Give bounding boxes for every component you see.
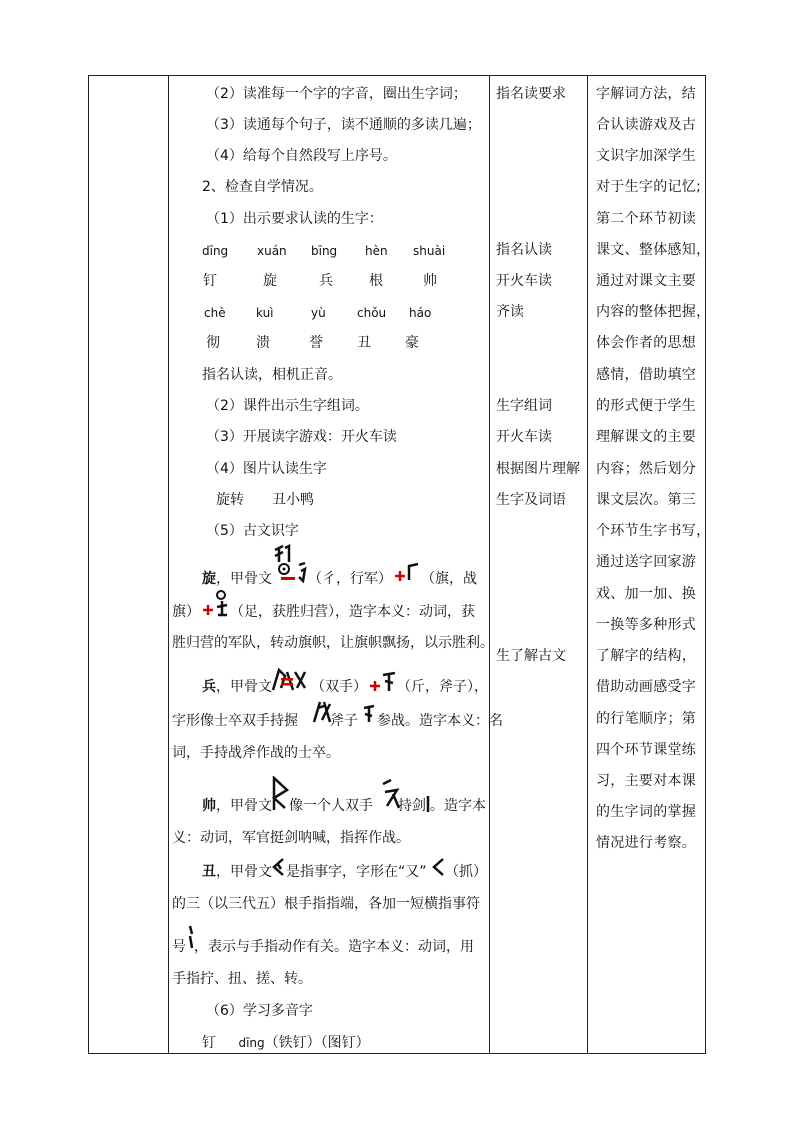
text: 胜归营的军队，转动旗帜，让旗帜飘扬，以示胜利。 xyxy=(172,635,494,651)
text: 像一个人双手 xyxy=(289,798,373,814)
note-line: 对于生字的记忆; xyxy=(596,179,702,195)
text: 。造字本 xyxy=(430,798,486,814)
pinyin: shuài xyxy=(413,244,446,258)
new-character: 旋 xyxy=(263,273,277,289)
oracle-bone-glyph-icon xyxy=(297,561,307,583)
text: （双手） xyxy=(311,679,367,695)
oracle-bone-glyph-icon xyxy=(271,776,289,812)
pinyin: chǒu xyxy=(357,306,387,320)
new-character: 丑 xyxy=(357,335,371,351)
note-line: 字解词方法，结 xyxy=(596,86,697,102)
text: 参战。造字本义：名 xyxy=(377,713,503,729)
oracle-bone-glyph-icon xyxy=(271,666,311,692)
xuan-line-1 xyxy=(202,569,272,589)
text: 斧子 xyxy=(330,713,358,729)
step-line: （4）图片认读生字 xyxy=(206,461,327,477)
text: （图钉） xyxy=(320,1035,370,1051)
oracle-bone-glyph-icon xyxy=(215,589,229,619)
activity-item: 指名认读 xyxy=(496,242,552,258)
picture-word: 旋转 xyxy=(216,492,244,508)
oracle-bone-glyph-icon xyxy=(381,671,397,693)
note-line: 课文层次。第三 xyxy=(596,492,697,508)
text: （足，获胜归营），造字本义：动词，获 xyxy=(230,604,475,620)
chou-line-1 xyxy=(202,862,272,882)
text: ，甲骨文 xyxy=(216,571,272,587)
note-line: 文识字加深学生 xyxy=(596,148,697,164)
key-character: 兵 xyxy=(202,679,216,695)
note-line: 四个环节课堂练 xyxy=(596,742,697,758)
step-line: （3）开展读字游戏：开火车读 xyxy=(206,429,397,445)
section-title: （5）古文识字 xyxy=(206,523,299,539)
activity-item: 齐读 xyxy=(496,304,524,320)
text: ，表示与手指动作有关。造字本义：动词，用 xyxy=(194,939,474,955)
new-character: 溃 xyxy=(256,335,270,351)
activity-item: 生字组词 xyxy=(496,398,552,414)
text: ，甲骨文 xyxy=(216,679,272,695)
pinyin: xuán xyxy=(257,244,287,258)
note-line: 通过对课文主要 xyxy=(596,273,697,289)
step-line: （3）读通每个句子，读不通顺的多读几遍； xyxy=(206,117,481,133)
text: 词，手持战斧作战的士卒。 xyxy=(172,745,340,761)
picture-word: 丑小鸭 xyxy=(272,492,314,508)
step-line: 2、检查自学情况。 xyxy=(202,179,323,195)
new-character: 豪 xyxy=(405,335,419,351)
design-notes-cell xyxy=(588,76,711,1053)
note-line: 通过送字回家游 xyxy=(596,554,697,570)
lesson-plan-table xyxy=(88,75,711,1054)
step-line: （2）课件出示生字组词。 xyxy=(206,398,369,414)
note-line: 的形式便于学生 xyxy=(596,398,697,414)
text: （旗，战 xyxy=(421,571,477,587)
text: 字形像士卒双手持握 xyxy=(172,713,298,729)
text: ，甲骨文 xyxy=(216,798,272,814)
polyphone-line xyxy=(202,1033,370,1053)
key-character: 帅 xyxy=(202,798,216,814)
pinyin: dīng xyxy=(202,244,229,258)
activity-item: 生了解古文 xyxy=(496,648,566,664)
step-line: （2）读准每一个字的字音，圈出生字词； xyxy=(206,86,467,102)
key-character: 丑 xyxy=(202,864,216,880)
activity-item: 生字及词语 xyxy=(496,492,566,508)
text: 旗） xyxy=(172,604,200,620)
note-line: 习，主要对本课 xyxy=(596,773,697,789)
new-character: 帅 xyxy=(423,273,437,289)
note-line: 的行笔顺序；第 xyxy=(596,711,697,727)
note-line: 借助动画感受字 xyxy=(596,679,697,695)
stage-cell xyxy=(89,76,168,1053)
step-line: 指名认读，相机正音。 xyxy=(202,367,342,383)
text: 的三（以三代五）根手指指端，各加一短横指事符 xyxy=(172,896,480,912)
text: 号 xyxy=(172,939,186,955)
text: （抓） xyxy=(445,864,487,880)
pinyin: háo xyxy=(409,306,432,320)
note-line: 体会作者的思想 xyxy=(596,335,697,351)
note-line: 内容；然后划分 xyxy=(596,461,697,477)
text: 持剑 xyxy=(398,798,426,814)
note-line: 内容的整体把握， xyxy=(596,304,711,320)
new-character: 钉 xyxy=(203,273,217,289)
activity-item: 根据图片理解 xyxy=(496,461,580,477)
step-line: （4）给每个自然段写上序号。 xyxy=(206,148,397,164)
new-character: 根 xyxy=(369,273,383,289)
activity-item: 指名读要求 xyxy=(496,86,566,102)
note-line: 的生字词的掌握 xyxy=(596,804,697,820)
note-line: 一换等多种形式 xyxy=(596,617,697,633)
bing-line-1 xyxy=(202,677,272,697)
student-activity-cell xyxy=(490,76,587,1053)
text: （铁钉） xyxy=(264,1035,321,1051)
pinyin: kuì xyxy=(256,306,274,320)
pinyin: bīng xyxy=(311,244,338,258)
pinyin: yù xyxy=(311,306,326,320)
shuai-line-1 xyxy=(202,796,272,816)
note-line: 感情，借助填空 xyxy=(596,367,697,383)
note-line: 理解课文的主要 xyxy=(596,429,697,445)
red-plus-icon xyxy=(369,679,381,693)
step-line: （1）出示要求认读的生字： xyxy=(206,211,383,227)
new-character: 誉 xyxy=(309,335,323,351)
text: 是指事字，字形在“又” xyxy=(286,864,427,880)
red-plus-icon xyxy=(281,569,295,583)
text: ，甲骨文 xyxy=(216,864,272,880)
note-line: 戏、加一加、换 xyxy=(596,586,697,602)
text: （斤，斧子）， xyxy=(397,679,488,695)
activity-item: 开火车读 xyxy=(496,273,552,289)
pinyin: hèn xyxy=(365,244,388,258)
oracle-bone-glyph-icon xyxy=(362,704,376,724)
new-character: 兵 xyxy=(319,273,333,289)
text: 义：动词，军官挺剑呐喊，指挥作战。 xyxy=(172,830,410,846)
note-line: 课文、整体感知， xyxy=(596,242,711,258)
key-character: 旋 xyxy=(202,571,216,587)
section-title: （6）学习多音字 xyxy=(206,1003,313,1019)
text: （彳，行军） xyxy=(308,571,392,587)
oracle-bone-glyph-icon xyxy=(431,857,445,877)
pinyin: dīng xyxy=(238,1036,265,1050)
note-line: 情况进行考察。 xyxy=(596,835,697,851)
oracle-bone-glyph-icon xyxy=(312,700,332,724)
oracle-bone-glyph-icon xyxy=(271,857,285,877)
note-line: 了解字的结构， xyxy=(596,648,697,664)
oracle-bone-glyph-icon xyxy=(406,562,420,582)
red-plus-icon xyxy=(394,569,406,583)
key-character: 钉 xyxy=(202,1035,216,1051)
note-line: 第二个环节初读 xyxy=(596,211,697,227)
note-line: 合认读游戏及古 xyxy=(596,117,697,133)
new-character: 彻 xyxy=(206,335,220,351)
activity-item: 开火车读 xyxy=(496,429,552,445)
red-plus-icon xyxy=(202,603,214,617)
teaching-process-cell xyxy=(169,76,503,1053)
pinyin: chè xyxy=(204,306,226,320)
note-line: 个环节生字书写， xyxy=(596,523,711,539)
text: 手指拧、扭、搓、转。 xyxy=(172,971,312,987)
